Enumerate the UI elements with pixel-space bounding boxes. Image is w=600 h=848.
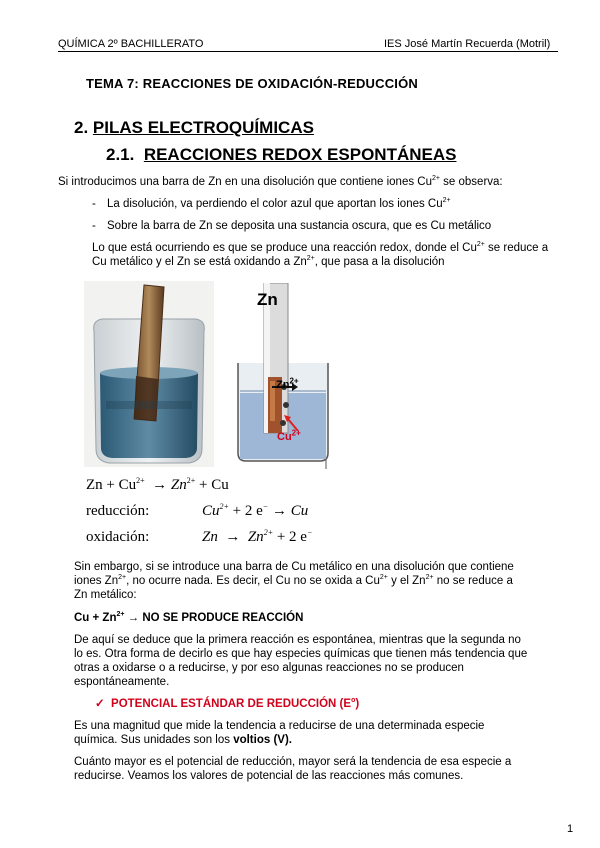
para-sup: 2+ (425, 574, 434, 582)
para-sup: 2+ (379, 574, 388, 582)
para-text: , no ocurre nada. Es decir, el Cu no se oxida a Cu (126, 575, 380, 587)
explain-paragraph (92, 241, 562, 269)
explain-text: se reduce a (484, 242, 549, 254)
cu-ion-sup: 2+ (291, 428, 301, 438)
units-bold: voltios (V). (233, 734, 292, 746)
explain-sup: 2+ (476, 241, 485, 249)
subsection-heading (106, 145, 456, 165)
paragraph-no-reaction (74, 560, 564, 602)
eq-sup: 2+ (186, 476, 196, 485)
para-text: Es una magnitud que mide la tendencia a reducirse de una determinada especie (74, 720, 485, 732)
intro-end: se observa: (439, 176, 503, 188)
para-text: no se reduce a (433, 575, 513, 587)
cu-ion-label (277, 428, 301, 443)
statement-sup: 2+ (116, 611, 125, 619)
cu-ion-text: Cu (277, 431, 292, 443)
intro-sup: 2+ (432, 175, 440, 183)
eq-text: Zn (247, 529, 264, 545)
bullet-dash: - (92, 198, 96, 210)
eq-sup: 2+ (136, 476, 145, 485)
eq-sup: − (306, 528, 313, 537)
reduction-equation (202, 503, 308, 520)
paragraph-comparison (74, 755, 564, 783)
paragraph-deduction (74, 633, 564, 689)
header-right: IES José Martín Recuerda (Motril) (384, 38, 551, 50)
intro-paragraph (58, 175, 503, 189)
section-number: 2. (74, 118, 89, 137)
oxidation-equation (202, 529, 312, 546)
para-text: Zn metálico: (74, 589, 137, 601)
para-text: química. Sus unidades son los (74, 734, 234, 746)
eq-sup: − (262, 502, 269, 511)
section-heading (74, 118, 314, 138)
zn-ion-text: Zn (276, 379, 290, 391)
para-text: y el Zn (387, 575, 426, 587)
bullet-dash: - (92, 220, 96, 232)
bullet-item (107, 197, 451, 211)
equation-main (86, 477, 229, 494)
para-text: reducirse. Veamos los valores de potencial de las reacciones más comunes. (74, 770, 464, 782)
potential-heading (95, 697, 359, 711)
subsection-number: 2.1. (106, 145, 135, 164)
page-number: 1 (567, 823, 574, 835)
zn-ion-sup: 2+ (289, 376, 299, 386)
eq-text: + Cu (195, 477, 229, 493)
statement-text: Cu + Zn (74, 612, 117, 624)
bullet-sup: 2+ (442, 197, 451, 205)
heading-sup: o (351, 697, 356, 705)
explain-text: Cu metálico y el Zn se está oxidando a Zn (92, 256, 307, 268)
checkmark-icon: ✓ (95, 698, 105, 710)
para-text: otras a oxidarse o a reducirse, y por eso algunas reacciones no se producen (74, 662, 464, 674)
intro-text: Si introducimos una barra de Zn en una disolución que contiene iones Cu (58, 176, 432, 188)
oxidation-label: oxidación: (86, 529, 150, 545)
explain-sup: 2+ (306, 255, 315, 263)
reduction-label: reducción: (86, 503, 150, 519)
eq-text: + 2 e (228, 503, 263, 519)
para-text: lo es. Otra forma de decirlo es que hay especies químicas que tienen más tendencia que (74, 648, 528, 660)
eq-text: Cu (290, 503, 309, 519)
eq-arrow: → (225, 529, 241, 545)
heading-text: ) (355, 698, 360, 710)
beaker-photo (84, 281, 214, 467)
eq-text: Zn + Cu (86, 477, 137, 493)
reaction-diagram (228, 283, 338, 473)
eq-text: + 2 e (273, 529, 307, 545)
no-reaction-statement (74, 611, 303, 625)
eq-sup: 2+ (219, 502, 229, 511)
para-text: Cuánto mayor es el potencial de reducción, mayor será la tendencia de esa especie a (74, 756, 512, 768)
header-rule (58, 51, 558, 52)
paragraph-definition (74, 719, 564, 747)
para-text: espontáneamente. (74, 676, 170, 688)
para-text: iones Zn (74, 575, 119, 587)
zn-bar-label: Zn (257, 290, 278, 309)
eq-text: Zn (202, 529, 218, 545)
eq-arrow: → (271, 503, 287, 519)
section-title: PILAS ELECTROQUÍMICAS (92, 118, 314, 137)
eq-sup: 2+ (263, 528, 274, 537)
heading-text: POTENCIAL ESTÁNDAR DE REDUCCIÓN (E (111, 698, 352, 710)
zn-ion-label (276, 376, 299, 391)
subsection-title: REACCIONES REDOX ESPONTÁNEAS (143, 145, 457, 164)
para-text: Sin embargo, si se introduce una barra de Cu metálico en una disolución que contiene (74, 561, 514, 573)
explain-text: , que pasa a la disolución (314, 256, 445, 268)
bullet-text: La disolución, va perdiendo el color azul que aportan los iones Cu (107, 198, 443, 210)
bullet-item: Sobre la barra de Zn se deposita una sustancia oscura, que es Cu metálico (107, 220, 492, 232)
explain-text: Lo que está ocurriendo es que se produce una reacción redox, donde el Cu (92, 242, 477, 254)
eq-arrow: → (152, 477, 168, 493)
header-left: QUÍMICA 2º BACHILLERATO (58, 38, 204, 50)
eq-text: Zn (170, 477, 187, 493)
para-text: De aquí se deduce que la primera reacción es espontánea, mientras que la segunda no (74, 634, 521, 646)
statement-text: → NO SE PRODUCE REACCIÓN (124, 612, 304, 624)
tema-title: TEMA 7: REACCIONES DE OXIDACIÓN-REDUCCIÓN (86, 76, 419, 91)
para-sup: 2+ (118, 574, 127, 582)
eq-text: Cu (202, 503, 220, 519)
